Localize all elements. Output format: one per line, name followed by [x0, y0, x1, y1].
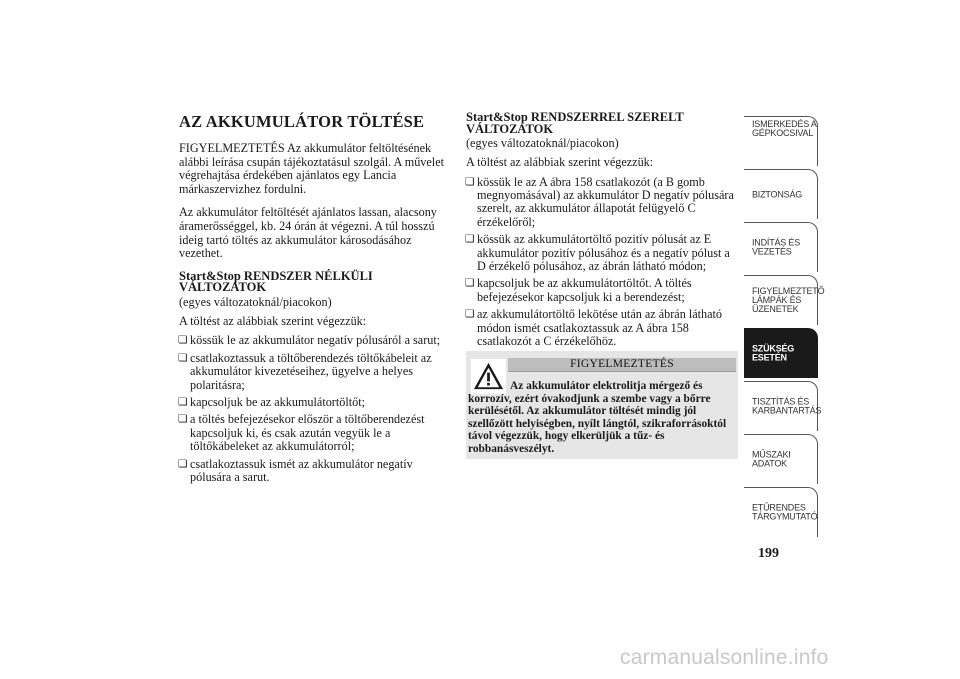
right-column [466, 112, 738, 352]
tab-getting-to-know[interactable]: ISMERKEDÉS A GÉPKOCSIVAL [744, 116, 818, 166]
tab-starting-driving[interactable]: INDÍTÁS ÉS VEZETÉS [744, 222, 818, 272]
list-item: ❏ kapcsoljuk be az akkumulátortöltőt; [179, 396, 451, 409]
section-title: AZ AKKUMULÁTOR TÖLTÉSE [179, 112, 425, 131]
chapter-sidebar [744, 116, 825, 540]
warning-note-paragraph: FIGYELMEZTETÉS Az akkumulátor feltöltésének alábbi leírása csupán tájékoztatásul szolgál. A művelet végrehajtása érdekében ajánlatos egy Lancia márkaszervizhez fordulni. [179, 141, 444, 196]
subsection-heading: Start&Stop RENDSZER NÉLKÜLI VÁLTOZATOK [179, 268, 373, 295]
procedure-list [466, 176, 738, 349]
list-item: ❏ kössük le az akkumulátor negatív pólusáról a sarut; [179, 334, 451, 347]
warning-text: Az akkumulátor elektrolitja mérgező és korrozív, ezért óvakodjunk a szembe vagy a bőrre kerülésétől. Az akkumulátor töltését mindig jól szellőzött helyiségben, nyílt lángtól, szikraforrásoktól távol végezzük, hogy elkerüljük a tűz- és robbanásveszélyt. [468, 380, 727, 455]
tab-maintenance[interactable]: TISZTÍTÁS ÉS KARBANTARTÁS [744, 381, 818, 431]
warning-label: FIGYELMEZTETÉS [508, 358, 736, 372]
list-item: ❏ csatlakoztassuk a töltőberendezés töltőkábeleit az akkumulátor kivezetéseihez, ügyelve a helyes polaritásra; [179, 352, 451, 392]
tab-safety[interactable]: BIZTONSÁG [744, 169, 818, 219]
list-item: ❏ a töltés befejezésekor először a töltőberendezést kapcsoljuk ki, és csak azután vegyük le a töltőkábeleket az akkumulátorról; [179, 413, 451, 453]
subsection-heading: Start&Stop RENDSZERREL SZERELT VÁLTOZATOK [466, 110, 684, 136]
tab-technical-data[interactable]: MŰSZAKI ADATOK [744, 434, 818, 484]
list-item: ❏ kapcsoljuk be az akkumulátortöltőt. A töltés befejezésekor kapcsoljuk ki a berendezést; [466, 277, 738, 304]
subsection-note: (egyes változatoknál/piacokon) [466, 136, 619, 150]
list-item: ❏ kössük az akkumulátortöltő pozitív pólusát az E akkumulátor pozitív pólusához és a negatív pólust a D érzékelő pólusához, az ábrán látható módon; [466, 233, 738, 273]
subsection-note: (egyes változatoknál/piacokon) [179, 294, 332, 309]
procedure-lead: A töltést az alábbiak szerint végezzük: [179, 313, 367, 328]
page-number: 199 [758, 546, 779, 561]
warning-box [466, 351, 738, 459]
left-column [179, 112, 451, 488]
charging-advice-paragraph: Az akkumulátor feltöltését ajánlatos lassan, alacsony áramerősséggel, kb. 24 órán át végezni. A túl hosszú ideig tartó töltés az akkumulátor károsodásához vezethet. [179, 205, 437, 261]
list-item: ❏ csatlakoztassuk ismét az akkumulátor negatív pólusára a sarut. [179, 458, 451, 485]
tab-index[interactable]: ETŰRENDES TÁRGYMUTATÓ [744, 487, 818, 537]
procedure-list [179, 334, 451, 484]
list-item: ❏ az akkumulátortöltő lekötése után az ábrán látható módon ismét csatlakoztassuk az A ábra 158 csatlakozót a C érzékelőhöz. [466, 308, 738, 348]
list-item: ❏ kössük le az A ábra 158 csatlakozót (a B gomb megnyomásával) az akkumulátor D negatív pólusára szerelt, az akkumulátor állapotát felügyelő C érzékelőről; [466, 176, 738, 230]
tab-emergency[interactable]: SZÜKSÉG ESETÉN [744, 328, 818, 378]
procedure-lead: A töltést az alábbiak szerint végezzük: [466, 155, 654, 169]
tab-warning-lights[interactable]: FIGYELMEZTETŐ LÁMPÁK ÉS ÜZENETEK [744, 275, 818, 325]
watermark: carmanualsonline.info [620, 646, 829, 669]
